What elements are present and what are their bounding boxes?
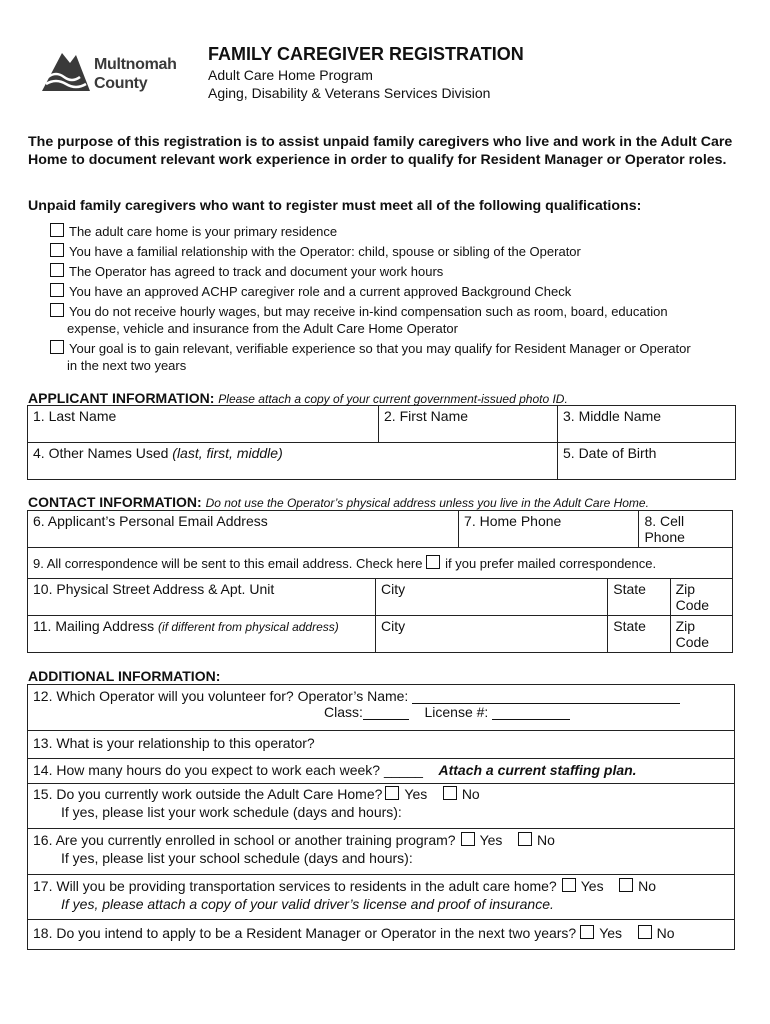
division-name: Aging, Disability & Veterans Services Division bbox=[208, 85, 491, 101]
mailing-zip-field[interactable]: Zip Code bbox=[670, 616, 732, 653]
home-phone-field[interactable]: 7. Home Phone bbox=[459, 511, 639, 548]
class-input[interactable] bbox=[363, 705, 409, 720]
first-name-field[interactable]: 2. First Name bbox=[379, 406, 558, 443]
middle-name-field[interactable]: 3. Middle Name bbox=[558, 406, 736, 443]
physical-address-field[interactable]: 10. Physical Street Address & Apt. Unit bbox=[28, 579, 376, 616]
program-name: Adult Care Home Program bbox=[208, 67, 373, 83]
q15-no-checkbox[interactable] bbox=[443, 786, 457, 800]
other-names-field[interactable]: 4. Other Names Used (last, first, middle) bbox=[28, 443, 558, 480]
additional-heading: ADDITIONAL INFORMATION: bbox=[28, 668, 221, 684]
last-name-field[interactable]: 1. Last Name bbox=[28, 406, 379, 443]
qualification-checkbox[interactable] bbox=[50, 340, 64, 354]
operator-name-input[interactable] bbox=[412, 689, 680, 704]
qualification-checkbox[interactable] bbox=[50, 243, 64, 257]
question-13: 13. What is your relationship to this operator? bbox=[27, 731, 735, 759]
qualification-item: The Operator has agreed to track and document your work hours bbox=[50, 263, 750, 280]
mailing-address-field[interactable]: 11. Mailing Address (if different from physical address) bbox=[28, 616, 376, 653]
q16-no-checkbox[interactable] bbox=[518, 832, 532, 846]
qualification-item: You have a familial relationship with the Operator: child, spouse or sibling of the Operator bbox=[50, 243, 750, 260]
qualification-checkbox[interactable] bbox=[50, 303, 64, 317]
logo-text-line2: County bbox=[94, 75, 148, 92]
q15-yes-checkbox[interactable] bbox=[385, 786, 399, 800]
physical-zip-field[interactable]: Zip Code bbox=[670, 579, 732, 616]
hours-input[interactable]: _____ bbox=[383, 762, 423, 778]
q18-no-checkbox[interactable] bbox=[638, 925, 652, 939]
county-logo bbox=[40, 47, 190, 99]
cell-phone-field[interactable]: 8. Cell Phone bbox=[639, 511, 733, 548]
license-input[interactable] bbox=[492, 705, 570, 720]
mailed-correspondence-checkbox[interactable] bbox=[426, 555, 440, 569]
correspondence-row: 9. All correspondence will be sent to this email address. Check here if you prefer mailed correspondence. bbox=[28, 548, 733, 579]
qualification-item: You have an approved ACHP caregiver role and a current approved Background Check bbox=[50, 283, 750, 300]
physical-state-field[interactable]: State bbox=[608, 579, 670, 616]
qualifications-heading: Unpaid family caregivers who want to register must meet all of the following qualifications: bbox=[28, 198, 642, 214]
question-14: 14. How many hours do you expect to work each week? _____ Attach a current staffing plan. bbox=[27, 759, 735, 784]
date-of-birth-field[interactable]: 5. Date of Birth bbox=[558, 443, 736, 480]
purpose-statement: The purpose of this registration is to assist unpaid family caregivers who live and work in the Adult Care Home to document relevant work experience in order to qualify for Resident Manager or Operator roles. bbox=[28, 134, 733, 168]
physical-city-field[interactable]: City bbox=[376, 579, 608, 616]
question-12: 12. Which Operator will you volunteer for? Operator’s Name: Class: License #: bbox=[27, 684, 735, 731]
qualification-item: You do not receive hourly wages, but may receive in-kind compensation such as room, board, education expense, vehicle and insurance from the Adult Care Home Operator bbox=[50, 303, 750, 337]
q18-yes-checkbox[interactable] bbox=[580, 925, 594, 939]
form-title: FAMILY CAREGIVER REGISTRATION bbox=[208, 44, 524, 64]
contact-heading: CONTACT INFORMATION: Do not use the Operator’s physical address unless you live in the Adult Care Home. bbox=[28, 494, 649, 510]
qualification-item: The adult care home is your primary residence bbox=[50, 223, 750, 240]
mailing-city-field[interactable]: City bbox=[376, 616, 608, 653]
qualification-checkbox[interactable] bbox=[50, 263, 64, 277]
applicant-table bbox=[27, 405, 736, 480]
logo-text-line1: Multnomah bbox=[94, 56, 177, 73]
qualification-checkbox[interactable] bbox=[50, 223, 64, 237]
q17-yes-checkbox[interactable] bbox=[562, 878, 576, 892]
qualification-item: Your goal is to gain relevant, verifiable experience so that you may qualify for Resident Manager or Operator in the next two years bbox=[50, 340, 750, 374]
mailing-state-field[interactable]: State bbox=[608, 616, 670, 653]
question-15: 15. Do you currently work outside the Adult Care Home? Yes No If yes, please list your work schedule (days and hours): bbox=[27, 784, 735, 829]
q17-no-checkbox[interactable] bbox=[619, 878, 633, 892]
qualification-checkbox[interactable] bbox=[50, 283, 64, 297]
question-17: 17. Will you be providing transportation services to residents in the adult care home? Yes No If yes, please attach a copy of your valid driver’s license and proof of insurance. bbox=[27, 875, 735, 920]
question-16: 16. Are you currently enrolled in school or another training program? Yes No If yes, please list your school schedule (days and hours): bbox=[27, 829, 735, 875]
q16-yes-checkbox[interactable] bbox=[461, 832, 475, 846]
applicant-heading: APPLICANT INFORMATION: Please attach a copy of your current government-issued photo ID. bbox=[28, 390, 568, 406]
mountain-logo-icon bbox=[40, 47, 92, 93]
question-18: 18. Do you intend to apply to be a Resident Manager or Operator in the next two years? Yes No bbox=[27, 920, 735, 950]
contact-table bbox=[27, 510, 733, 653]
email-field[interactable]: 6. Applicant’s Personal Email Address bbox=[28, 511, 459, 548]
